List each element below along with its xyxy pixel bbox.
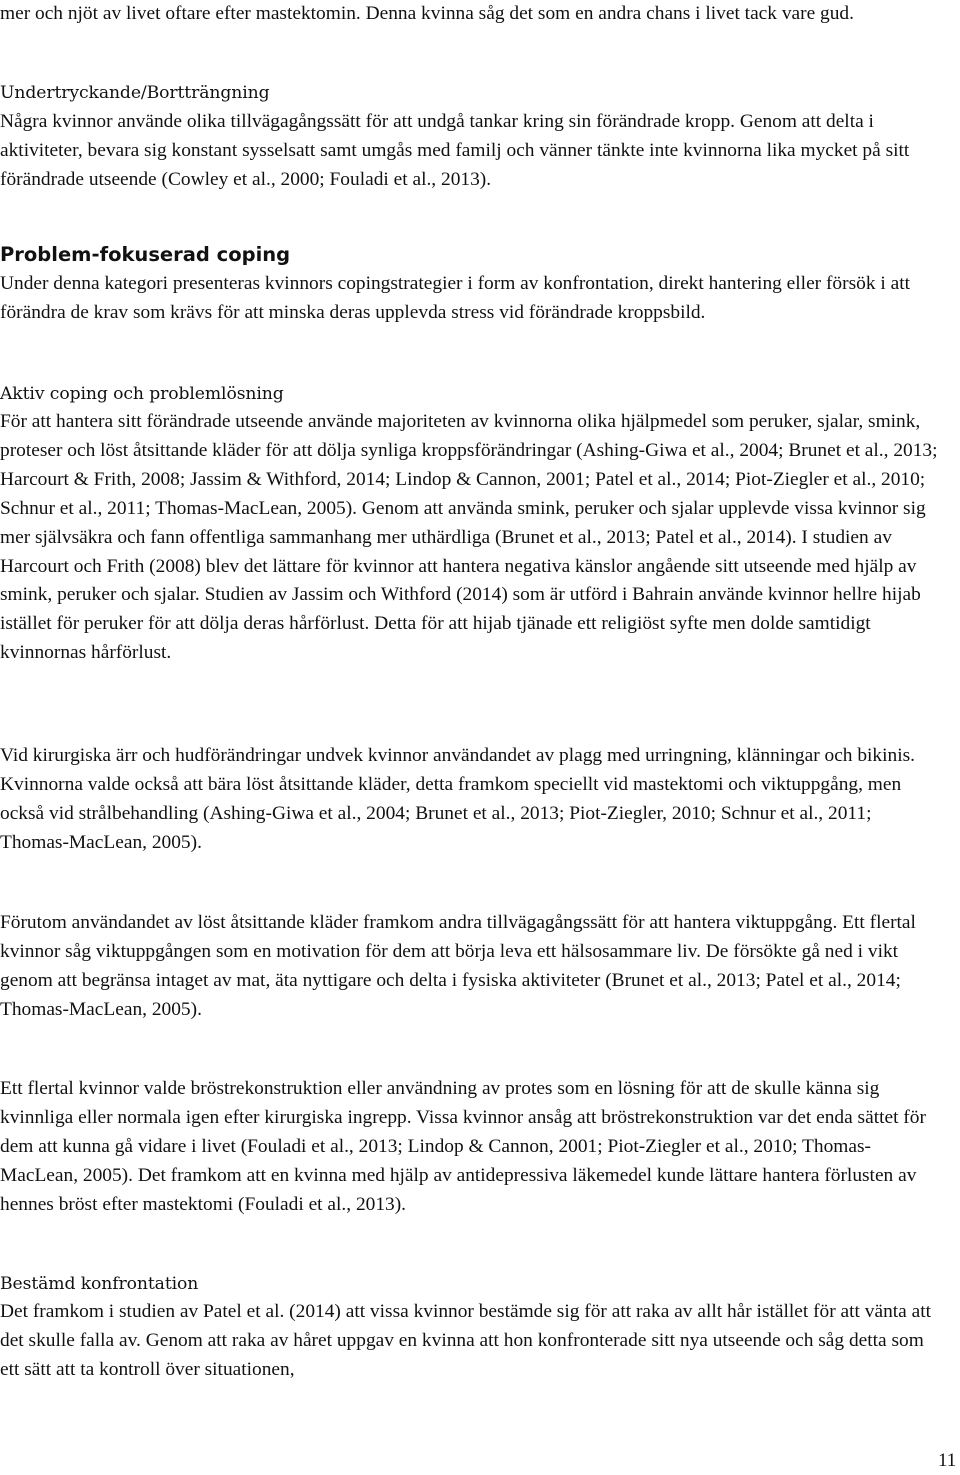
confrontation-paragraph: Det framkom i studien av Patel et al. (2014) att vissa kvinnor bestämde sig för att raka av allt hår istället för att vänta att det skulle falla av. Genom att raka av håret uppgav en kvinna att hon konfronterade sitt nya utseende och såg detta som ett sätt att ta kontroll över situationen, [0, 1301, 932, 1380]
subsection-title-confrontation: Bestämd konfrontation [0, 1274, 199, 1294]
problem-focused-paragraph: Under denna kategori presenteras kvinnors copingstrategier i form av konfrontation, direkt hantering eller försök i att förändra de krav som krävs för att minska deras upplevda stress vid förändrade kroppsbild. [0, 273, 910, 323]
active-coping-paragraph-1: För att hantera sitt förändrade utseende använde majoriteten av kvinnorna olika hjälpmedel som peruker, sjalar, smink, proteser och löst åtsittande kläder för att dölja synliga kroppsförändringar (Ashing-Giwa et al., 2004; Brunet et al., 2013; Harcourt & Frith, 2008; Jassim & Withford, 2014; Lindop & Cannon, 2001; Patel et al., 2014; Piot-Ziegler et al., 2010; Schnur et al., 2011; Thomas-MacLean, 2005). Genom att använda smink, peruker och sjalar upplevde vissa kvinnor sig mer självsäkra och fann offentliga sammanhang mer uthärdliga (Brunet et al., 2013; Patel et al., 2014). I studien av Harcourt och Frith (2008) blev det lättare för kvinnor att hantera negativa känslor angående sitt utseende med hjälp av smink, peruker och sjalar. Studien av Jassim och Withford (2014) som är utförd i Bahrain använde kvinnor hellre hijab istället för peruker för att dölja deras hårförlust. Detta för att hijab tjänade ett religiöst syfte men dolde samtidigt kvinnornas hårförlust. [0, 411, 938, 664]
suppression-paragraph: Några kvinnor använde olika tillvägagångssätt för att undgå tankar kring sin förändrade kropp. Genom att delta i aktiviteter, bevara sig konstant sysselsatt samt umgås med familj och vänner tänkte inte kvinnorna lika mycket på sitt förändrade utseende (Cowley et al., 2000; Fouladi et al., 2013). [0, 111, 910, 190]
section-heading-problem-focused: Problem-fokuserad coping [0, 243, 291, 266]
active-coping-paragraph-4: Ett flertal kvinnor valde bröstrekonstruktion eller användning av protes som en lösning för att de skulle känna sig kvinnliga eller normala igen efter kirurgiska ingrepp. Vissa kvinnor ansåg att bröstrekonstruktion var det enda sättet för dem att kunna gå vidare i livet (Fouladi et al., 2013; Lindop & Cannon, 2001; Piot-Ziegler et al., 2010; Thomas-MacLean, 2005). Det framkom att en kvinna med hjälp av antidepressiva läkemedel kunde lättare hantera förlusten av hennes bröst efter mastektomi (Fouladi et al., 2013). [0, 1078, 926, 1215]
subsection-title-suppression: Undertryckande/Bortträngning [0, 83, 270, 103]
subsection-title-active-coping: Aktiv coping och problemlösning [0, 384, 284, 404]
page-number: 11 [938, 1450, 957, 1471]
active-coping-paragraph-2: Vid kirurgiska ärr och hudförändringar undvek kvinnor användandet av plagg med urringning, klänningar och bikinis. Kvinnorna valde också att bära löst åtsittande kläder, detta framkom speciellt vid mastektomi och viktuppgång, men också vid strålbehandling (Ashing-Giwa et al., 2004; Brunet et al., 2013; Piot-Ziegler, 2010; Schnur et al., 2011; Thomas-MacLean, 2005). [0, 745, 915, 853]
active-coping-paragraph-3: Förutom användandet av löst åtsittande kläder framkom andra tillvägagångssätt för att hantera viktuppgång. Ett flertal kvinnor såg viktuppgången som en motivation för dem att börja leva ett hälsosammare liv. De försökte gå ned i vikt genom att begränsa intaget av mat, äta nyttigare och delta i fysiska aktiviteter (Brunet et al., 2013; Patel et al., 2014; Thomas-MacLean, 2005). [0, 912, 916, 1020]
intro-paragraph: mer och njöt av livet oftare efter mastektomin. Denna kvinna såg det som en andra chans i livet tack vare gud. [0, 3, 854, 24]
